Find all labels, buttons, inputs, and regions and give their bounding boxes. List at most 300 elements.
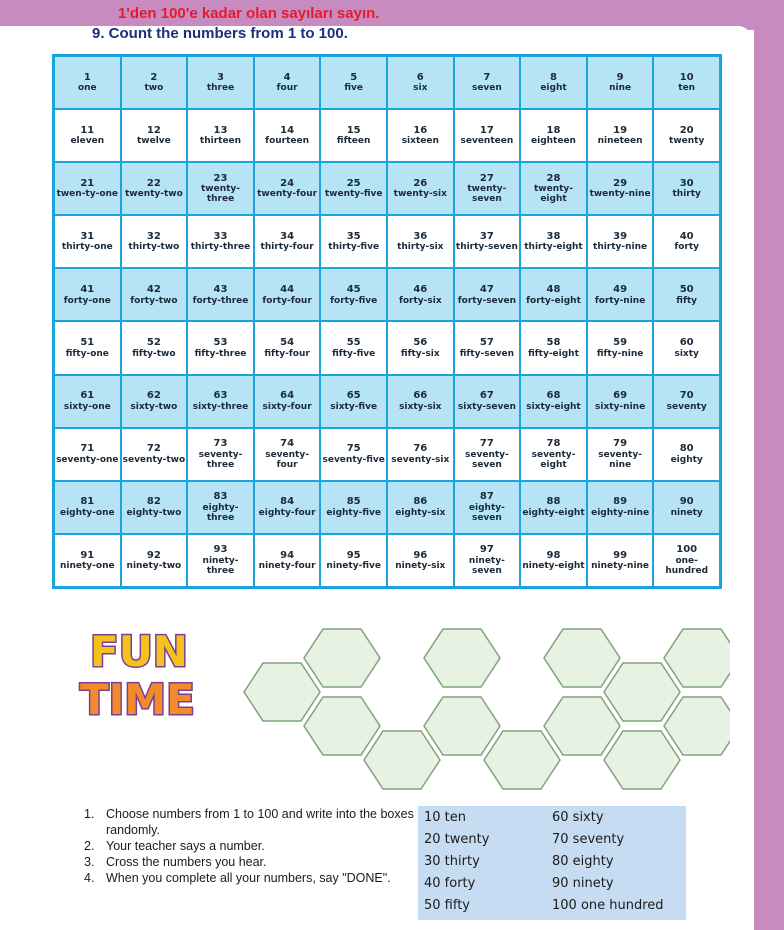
number-digit: 74: [280, 438, 295, 450]
number-word: forty-two: [130, 295, 178, 306]
number-digit: 40: [679, 230, 694, 242]
number-cell: [187, 268, 254, 321]
number-cell: [520, 321, 587, 374]
number-word: fifty-seven: [459, 348, 515, 359]
number-word: thirty-one: [61, 242, 113, 253]
number-word: seventy-one: [56, 454, 119, 465]
number-digit: 37: [479, 230, 494, 242]
number-word: fifty-eight: [528, 348, 579, 359]
number-digit: 81: [80, 496, 95, 508]
number-cell: [653, 428, 720, 481]
number-word: fifty-nine: [596, 348, 644, 359]
number-word: sixteen: [401, 136, 439, 147]
number-word: eighty-four: [258, 507, 316, 518]
tens-word-entry: 10 ten: [424, 810, 467, 825]
number-cell: [320, 162, 387, 215]
number-cell: [520, 375, 587, 428]
number-word: sixty-two: [130, 401, 178, 412]
number-cell: [121, 162, 188, 215]
number-cell: [320, 428, 387, 481]
number-digit: 89: [613, 496, 628, 508]
tens-word-entry: 20 twenty: [424, 832, 490, 847]
number-word: seventy-seven: [465, 449, 509, 470]
number-word: thirty-six: [397, 242, 444, 253]
fun-time-word-1: FUN: [90, 627, 188, 676]
number-digit: 10: [679, 71, 694, 83]
number-cell: [54, 375, 121, 428]
number-cell: [653, 481, 720, 534]
number-cell: [54, 215, 121, 268]
number-digit: 83: [213, 491, 228, 503]
number-word: ninety-seven: [468, 555, 505, 577]
number-cell: [187, 162, 254, 215]
instruction-item: [84, 854, 419, 870]
number-digit: 16: [413, 124, 428, 136]
number-cell: [387, 321, 454, 374]
number-cell: [520, 268, 587, 321]
number-digit: 35: [346, 230, 361, 242]
number-word: sixty-seven: [457, 401, 516, 412]
instruction-number: 4.: [84, 871, 95, 885]
number-word: seventy-four: [265, 449, 309, 470]
number-cell: [121, 109, 188, 162]
number-word: ninety: [670, 507, 703, 518]
number-word: fifty-two: [132, 348, 176, 359]
hexagon-box: [244, 663, 320, 721]
number-word: thirty-seven: [455, 242, 518, 253]
number-word: seventy-two: [122, 454, 186, 465]
hexagon-box: [304, 629, 380, 687]
number-digit: 20: [679, 124, 694, 136]
number-cell: [187, 109, 254, 162]
hexagon-box: [604, 663, 680, 721]
number-word: twenty-three: [200, 184, 241, 205]
number-cell: [387, 268, 454, 321]
number-word: four: [276, 83, 298, 94]
number-word: eighty-six: [395, 507, 446, 518]
number-word: seventy: [666, 401, 707, 412]
instructions-list: [84, 806, 419, 886]
number-cell: [587, 56, 654, 109]
number-cell: [520, 56, 587, 109]
number-cell: [454, 268, 521, 321]
number-digit: 42: [146, 284, 161, 296]
number-word: ninety-six: [395, 561, 446, 572]
number-digit: 55: [346, 337, 361, 349]
number-cell: [387, 375, 454, 428]
number-digit: 14: [280, 124, 295, 136]
number-word: ninety-three: [202, 555, 239, 577]
number-cell: [587, 428, 654, 481]
number-word: seventeen: [460, 136, 514, 147]
number-word: five: [344, 83, 364, 94]
number-digit: 52: [146, 337, 161, 349]
number-digit: 5: [350, 71, 358, 83]
number-digit: 39: [613, 230, 628, 242]
number-digit: 61: [80, 390, 95, 402]
number-word: fifty-six: [400, 348, 440, 359]
instruction-text: Your teacher says a number.: [106, 839, 265, 853]
number-cell: [54, 56, 121, 109]
number-digit: 65: [346, 390, 361, 402]
number-digit: 50: [679, 284, 694, 296]
number-cell: [454, 375, 521, 428]
number-cell: [454, 215, 521, 268]
number-digit: 1: [83, 71, 91, 83]
number-digit: 79: [613, 438, 628, 450]
number-cell: [454, 481, 521, 534]
number-word: twenty-four: [257, 189, 318, 200]
number-digit: 9: [616, 71, 624, 83]
number-word: thirty-three: [190, 242, 251, 253]
tens-word-entry: 40 forty: [424, 876, 476, 891]
number-word: nine: [609, 83, 632, 94]
number-cell: [653, 321, 720, 374]
number-word: eighty-eight: [522, 507, 585, 518]
instruction-text: Choose numbers from 1 to 100 and write into the boxes randomly.: [106, 807, 414, 837]
number-digit: 7: [483, 71, 491, 83]
number-word: seventy-six: [391, 454, 450, 465]
number-word: twenty-seven: [467, 184, 507, 205]
number-word: forty: [674, 242, 700, 253]
number-digit: 72: [146, 443, 161, 455]
number-digit: 75: [346, 443, 361, 455]
number-digit: 36: [413, 230, 428, 242]
number-digit: 64: [280, 390, 295, 402]
number-cell: [387, 534, 454, 587]
number-word: thirty-five: [328, 242, 380, 253]
number-word: seventy-eight: [531, 449, 576, 470]
number-word: two: [144, 83, 164, 94]
number-cell: [320, 215, 387, 268]
number-word: fifty-five: [332, 348, 376, 359]
number-word: twen-ty-one: [56, 189, 119, 200]
number-cell: [187, 56, 254, 109]
number-digit: 44: [280, 284, 295, 296]
number-cell: [587, 534, 654, 587]
number-cell: [387, 109, 454, 162]
tens-word-entry: 50 fifty: [424, 898, 471, 913]
number-digit: 22: [146, 177, 161, 189]
number-cell: [653, 109, 720, 162]
number-digit: 38: [546, 230, 561, 242]
number-word: seventy-nine: [598, 449, 642, 470]
number-word: sixty-three: [192, 401, 249, 412]
tens-word-entry: 60 sixty: [552, 810, 604, 825]
number-digit: 88: [546, 496, 561, 508]
number-cell: [320, 481, 387, 534]
number-digit: 57: [479, 337, 494, 349]
number-word: sixty-one: [63, 401, 111, 412]
number-digit: 66: [413, 390, 428, 402]
number-digit: 73: [213, 438, 228, 450]
number-cell: [254, 321, 321, 374]
number-digit: 19: [613, 124, 628, 136]
number-digit: 77: [479, 438, 494, 450]
number-word: sixty-four: [262, 401, 312, 412]
number-digit: 23: [213, 172, 228, 184]
number-cell: [254, 375, 321, 428]
instruction-number: 1.: [84, 807, 95, 821]
number-digit: 3: [217, 71, 224, 83]
number-word: twenty-nine: [589, 189, 651, 200]
instruction-item: [84, 838, 419, 854]
number-word: fifty-three: [194, 348, 247, 359]
number-digit: 97: [479, 544, 494, 556]
number-cell: [187, 215, 254, 268]
number-cell: [254, 56, 321, 109]
hexagon-box: [424, 697, 500, 755]
number-cell: [454, 162, 521, 215]
number-cell: [121, 215, 188, 268]
number-digit: 60: [679, 337, 694, 349]
number-digit: 27: [479, 172, 494, 184]
right-color-strip: [754, 0, 784, 930]
number-word: twenty: [669, 136, 705, 147]
number-digit: 32: [146, 230, 161, 242]
number-word: eleven: [70, 136, 105, 147]
number-digit: 46: [413, 284, 428, 296]
number-word: one-hundred: [665, 555, 709, 577]
instruction-item: [84, 806, 419, 838]
number-word: forty-seven: [457, 295, 517, 306]
number-digit: 93: [213, 544, 228, 556]
number-cell: [653, 162, 720, 215]
number-word: ninety-four: [258, 561, 316, 572]
number-cell: [387, 215, 454, 268]
number-cell: [653, 56, 720, 109]
number-digit: 28: [546, 172, 561, 184]
number-word: forty-eight: [526, 295, 581, 306]
number-cell: [54, 428, 121, 481]
number-digit: 29: [613, 177, 628, 189]
hexagon-box: [544, 629, 620, 687]
number-digit: 80: [679, 443, 694, 455]
number-word: ten: [678, 83, 696, 94]
number-cell: [187, 481, 254, 534]
number-cell: [254, 481, 321, 534]
number-digit: 24: [280, 177, 295, 189]
number-cell: [254, 268, 321, 321]
number-digit: 87: [479, 491, 494, 503]
number-cell: [54, 321, 121, 374]
number-word: fifty-four: [264, 348, 310, 359]
number-cell: [254, 162, 321, 215]
number-digit: 41: [80, 284, 95, 296]
number-cell: [454, 428, 521, 481]
exercise-title: 9. Count the numbers from 1 to 100.: [92, 25, 348, 42]
number-word: eighty-two: [126, 507, 182, 518]
number-digit: 68: [546, 390, 561, 402]
number-digit: 13: [213, 124, 228, 136]
number-digit: 94: [280, 549, 295, 561]
number-word: eighty-three: [202, 502, 239, 524]
number-word: ninety-two: [126, 561, 182, 572]
number-cell: [520, 215, 587, 268]
hexagon-box: [304, 697, 380, 755]
number-digit: 100: [676, 544, 698, 556]
number-digit: 92: [146, 549, 161, 561]
number-word: fifty: [676, 295, 698, 306]
number-cell: [520, 534, 587, 587]
number-word: thirty: [672, 189, 701, 200]
number-word: six: [413, 83, 428, 94]
number-word: forty-nine: [594, 295, 646, 306]
instruction-number: 2.: [84, 839, 95, 853]
number-digit: 63: [213, 390, 228, 402]
number-digit: 91: [80, 549, 95, 561]
instruction-item: [84, 870, 419, 886]
number-word: ninety-nine: [591, 561, 650, 572]
hexagon-boxes: [240, 612, 730, 802]
number-cell: [320, 109, 387, 162]
number-cell: [320, 321, 387, 374]
number-word: twenty-two: [124, 189, 183, 200]
turkish-instruction: 1'den 100'e kadar olan sayıları sayın.: [118, 5, 380, 22]
number-cell: [387, 162, 454, 215]
number-cell: [653, 215, 720, 268]
number-digit: 34: [280, 230, 295, 242]
number-word: one: [77, 83, 97, 94]
number-word: twenty-six: [393, 189, 447, 200]
number-digit: 33: [213, 230, 228, 242]
number-digit: 49: [613, 284, 628, 296]
number-word: fifteen: [336, 136, 371, 147]
number-cell: [587, 321, 654, 374]
number-cell: [54, 109, 121, 162]
number-word: sixty-five: [330, 401, 378, 412]
number-cell: [387, 481, 454, 534]
number-word: seven: [471, 83, 502, 94]
number-word: eighty-five: [326, 507, 381, 518]
number-digit: 25: [346, 177, 361, 189]
number-word: twenty-eight: [533, 184, 574, 205]
number-cell: [187, 375, 254, 428]
instruction-number: 3.: [84, 855, 95, 869]
number-word: forty-five: [330, 295, 378, 306]
number-digit: 47: [479, 284, 494, 296]
number-digit: 30: [679, 177, 694, 189]
number-digit: 98: [546, 549, 561, 561]
number-word: sixty-six: [399, 401, 442, 412]
fun-time-logo: [72, 622, 222, 722]
number-word: ninety-one: [59, 561, 115, 572]
number-cell: [454, 56, 521, 109]
hexagon-box: [424, 629, 500, 687]
hexagon-box: [484, 731, 560, 789]
number-word: forty-four: [262, 295, 312, 306]
number-cell: [653, 375, 720, 428]
number-word: eighty: [670, 454, 703, 465]
number-cell: [587, 162, 654, 215]
number-word: seventy-five: [322, 454, 385, 465]
number-word: eighty-one: [59, 507, 115, 518]
number-word: eighty-seven: [468, 502, 505, 524]
number-cell: [520, 162, 587, 215]
number-cell: [54, 534, 121, 587]
hexagon-box: [604, 731, 680, 789]
number-cell: [387, 428, 454, 481]
number-cell: [587, 215, 654, 268]
number-cell: [454, 534, 521, 587]
number-word: thirty-two: [128, 242, 180, 253]
number-digit: 76: [413, 443, 428, 455]
tens-word-entry: 30 thirty: [424, 854, 480, 869]
number-word: fourteen: [265, 136, 310, 147]
number-cell: [653, 534, 720, 587]
number-digit: 59: [613, 337, 628, 349]
number-word: forty-one: [63, 295, 111, 306]
number-digit: 86: [413, 496, 428, 508]
number-cell: [121, 428, 188, 481]
number-digit: 67: [479, 390, 494, 402]
tens-word-entry: 100 one hundred: [552, 898, 664, 913]
number-digit: 70: [679, 390, 694, 402]
number-digit: 8: [550, 71, 557, 83]
number-cell: [121, 375, 188, 428]
number-cell: [254, 215, 321, 268]
number-word: ninety-five: [326, 561, 381, 572]
number-digit: 12: [146, 124, 161, 136]
number-cell: [520, 481, 587, 534]
number-cell: [454, 321, 521, 374]
number-digit: 71: [80, 443, 95, 455]
number-digit: 53: [213, 337, 228, 349]
number-digit: 56: [413, 337, 428, 349]
number-digit: 2: [150, 71, 158, 83]
number-cell: [587, 481, 654, 534]
number-cell: [254, 428, 321, 481]
number-digit: 18: [546, 124, 561, 136]
number-cell: [587, 109, 654, 162]
number-word: nineteen: [597, 136, 643, 147]
number-cell: [254, 109, 321, 162]
number-cell: [121, 268, 188, 321]
number-cell: [520, 109, 587, 162]
number-digit: 51: [80, 337, 95, 349]
number-cell: [587, 268, 654, 321]
number-digit: 96: [413, 549, 428, 561]
number-digit: 62: [146, 390, 161, 402]
number-word: thirty-eight: [524, 242, 583, 253]
number-digit: 15: [346, 124, 361, 136]
number-digit: 90: [679, 496, 694, 508]
number-cell: [54, 268, 121, 321]
instruction-text: When you complete all your numbers, say "DONE".: [106, 871, 391, 885]
number-cell: [320, 268, 387, 321]
number-word: seventy-three: [198, 449, 243, 470]
number-digit: 21: [80, 177, 95, 189]
number-cell: [121, 481, 188, 534]
number-word: forty-six: [398, 295, 442, 306]
number-cell: [320, 56, 387, 109]
number-digit: 85: [346, 496, 361, 508]
number-cell: [587, 375, 654, 428]
number-cell: [454, 109, 521, 162]
number-word: sixty-eight: [526, 401, 581, 412]
number-cell: [520, 428, 587, 481]
number-cell: [54, 162, 121, 215]
number-word: eighteen: [531, 136, 576, 147]
number-digit: 95: [346, 549, 361, 561]
number-cell: [387, 56, 454, 109]
number-digit: 54: [280, 337, 295, 349]
number-digit: 82: [146, 496, 161, 508]
number-word: fifty-one: [65, 348, 109, 359]
number-cell: [121, 56, 188, 109]
number-cell: [254, 534, 321, 587]
number-digit: 43: [213, 284, 228, 296]
